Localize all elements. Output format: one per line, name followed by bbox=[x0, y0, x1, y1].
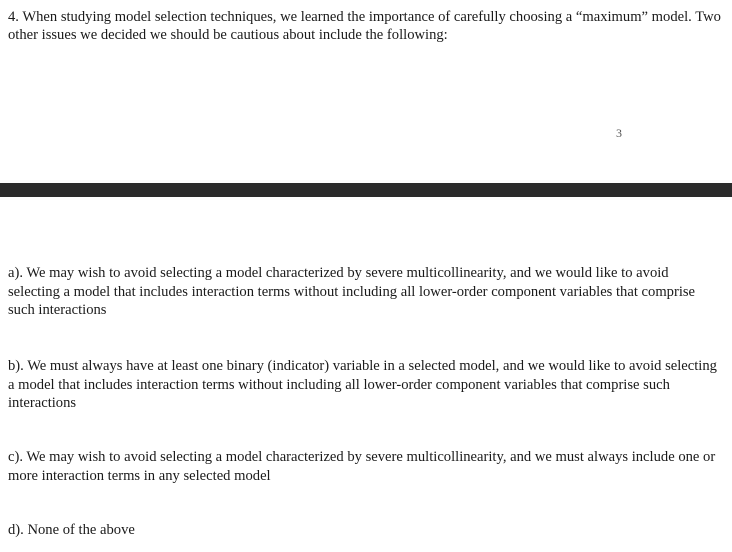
option-b: b). We must always have at least one binary (indicator) variable in a selected model, and we would like to avoid selecting a model that includes interaction terms without including all lower-order component variables that comprise such interactions bbox=[8, 358, 717, 411]
page-number: 3 bbox=[616, 126, 622, 140]
option-c: c). We may wish to avoid selecting a model characterized by severe multicollinearity, and we must always include one or more interaction terms in any selected model bbox=[8, 449, 716, 484]
option-a: a). We may wish to avoid selecting a model characterized by severe multicollinearity, and we would like to avoid selecting a model that includes interaction terms without including all lower-order component variables that comprise such interactions bbox=[8, 265, 696, 318]
option-d: d). None of the above bbox=[8, 522, 135, 538]
question-text: 4. When studying model selection techniques, we learned the importance of carefully choosing a “maximum” model. Two other issues we decided we should be cautious about include the following: bbox=[8, 9, 721, 43]
page-top bbox=[0, 0, 732, 183]
page-divider bbox=[0, 183, 732, 197]
